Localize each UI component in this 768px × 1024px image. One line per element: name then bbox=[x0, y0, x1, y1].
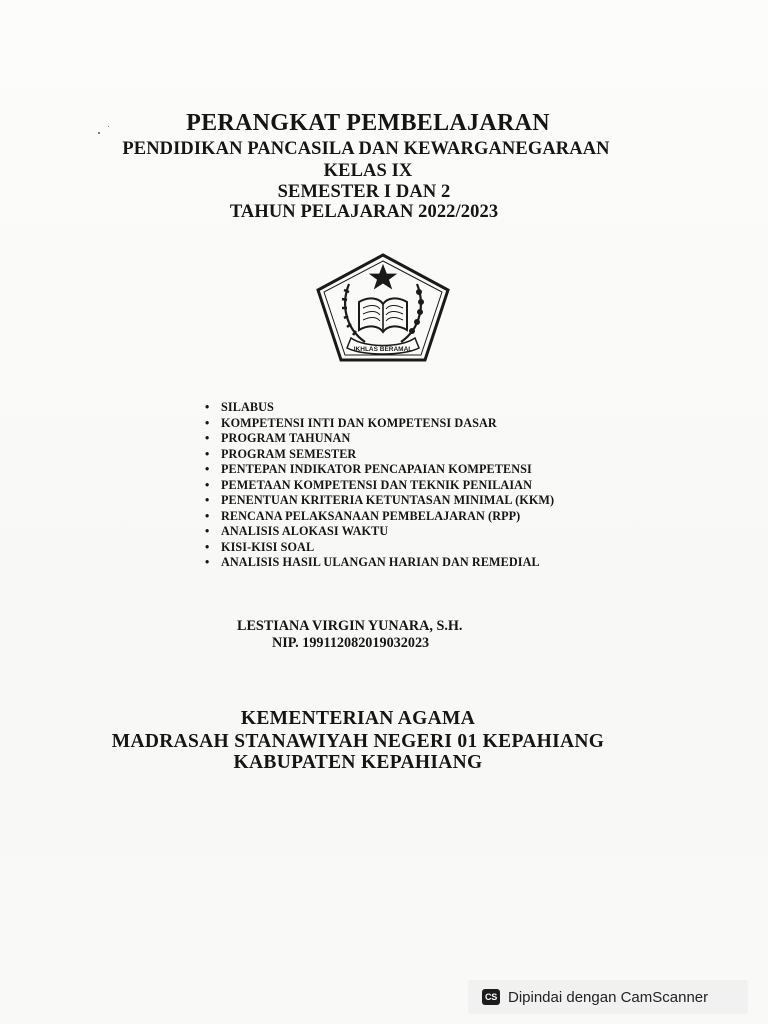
list-item bbox=[203, 524, 554, 540]
semester-heading: SEMESTER I DAN 2 bbox=[277, 182, 451, 202]
list-item-label: KISI-KISI SOAL bbox=[221, 539, 315, 554]
list-item bbox=[203, 447, 554, 463]
list-item bbox=[203, 509, 554, 525]
bullet-icon: • bbox=[205, 508, 210, 523]
list-item-label: RENCANA PELAKSANAAN PEMBELAJARAN (RPP) bbox=[221, 508, 521, 523]
list-item-label: KOMPETENSI INTI DAN KOMPETENSI DASAR bbox=[221, 415, 497, 430]
list-item-label: PROGRAM TAHUNAN bbox=[221, 431, 351, 445]
list-item bbox=[203, 493, 554, 509]
list-item bbox=[203, 540, 554, 556]
list-item-label: PENTEPAN INDIKATOR PENCAPAIAN KOMPETENSI bbox=[221, 462, 532, 476]
list-item bbox=[203, 462, 554, 478]
list-item bbox=[203, 555, 554, 571]
list-item bbox=[203, 416, 554, 432]
contents-list bbox=[203, 400, 554, 571]
bullet-icon: • bbox=[205, 477, 210, 492]
list-item-label: ANALISIS ALOKASI WAKTU bbox=[221, 524, 389, 538]
regency-name: KABUPATEN KEPAHIANG bbox=[233, 752, 483, 773]
ministry-emblem-icon bbox=[315, 252, 451, 364]
academic-year-heading: TAHUN PELAJARAN 2022/2023 bbox=[229, 202, 499, 222]
list-item-label: SILABUS bbox=[221, 400, 274, 414]
bullet-icon: • bbox=[205, 462, 210, 476]
list-item bbox=[203, 478, 554, 494]
emblem-motto: IKHLAS BERAMAL bbox=[353, 346, 413, 353]
bullet-icon: • bbox=[205, 539, 210, 554]
list-item bbox=[203, 400, 554, 416]
ministry-name: KEMENTERIAN AGAMA bbox=[240, 708, 476, 729]
document-title: PERANGKAT PEMBELAJARAN bbox=[186, 110, 550, 136]
bullet-icon: • bbox=[205, 415, 210, 430]
bullet-icon: • bbox=[205, 493, 210, 507]
bullet-icon: • bbox=[205, 400, 210, 414]
list-item bbox=[203, 431, 554, 447]
bullet-icon: • bbox=[205, 555, 210, 569]
watermark-text: Dipindai dengan CamScanner bbox=[508, 988, 709, 1006]
school-name: MADRASAH STANAWIYAH NEGERI 01 KEPAHIANG bbox=[111, 731, 605, 752]
list-item-label: PEMETAAN KOMPETENSI DAN TEKNIK PENILAIAN bbox=[221, 477, 532, 492]
bullet-icon: • bbox=[205, 431, 210, 445]
list-item-label: PROGRAM SEMESTER bbox=[221, 446, 357, 461]
bullet-icon: • bbox=[205, 446, 210, 461]
author-nip: NIP. 199112082019032023 bbox=[272, 635, 430, 651]
author-name: LESTIANA VIRGIN YUNARA, S.H. bbox=[237, 618, 463, 634]
bullet-icon: • bbox=[205, 524, 210, 538]
list-item-label: PENENTUAN KRITERIA KETUNTASAN MINIMAL (KKM) bbox=[221, 493, 555, 507]
camscanner-logo-icon: CS bbox=[482, 989, 500, 1005]
subject-heading: PENDIDIKAN PANCASILA DAN KEWARGANEGARAAN bbox=[122, 139, 610, 159]
list-item-label: ANALISIS HASIL ULANGAN HARIAN DAN REMEDIAL bbox=[221, 555, 540, 569]
camscanner-watermark bbox=[468, 980, 748, 1014]
class-heading: KELAS IX bbox=[323, 161, 413, 181]
